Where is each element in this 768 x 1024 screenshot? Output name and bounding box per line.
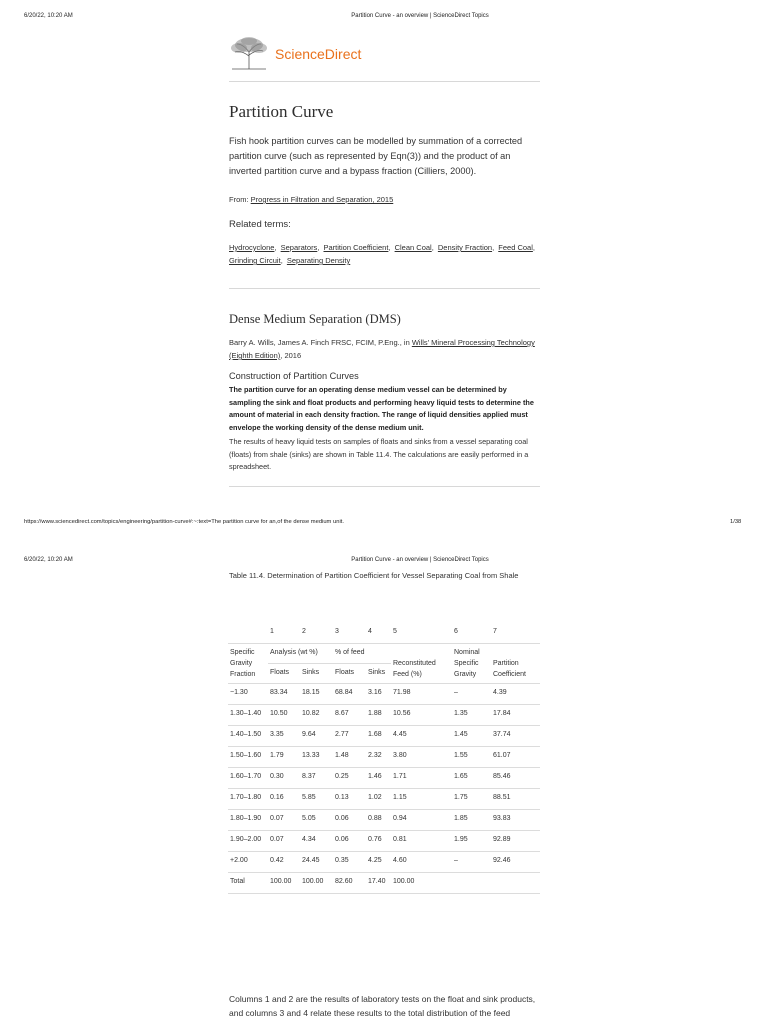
related-term-link[interactable]: Separators [280, 243, 318, 252]
table-cell: 18.15 [300, 684, 333, 705]
related-term-link[interactable]: Partition Coefficient [323, 243, 389, 252]
table-cell: 2.77 [333, 726, 366, 747]
table-cell: 24.45 [300, 852, 333, 873]
page-title: Partition Curve [229, 102, 334, 121]
table-cell: 4.25 [366, 852, 391, 873]
header-floats: Floats [333, 664, 366, 684]
row-sg-fraction: +2.00 [228, 852, 268, 873]
table-cell: 1.85 [452, 810, 491, 831]
col-number: 5 [391, 622, 452, 644]
table-cell: 0.35 [333, 852, 366, 873]
table-cell: 1.46 [366, 768, 391, 789]
table-cell: 88.51 [491, 789, 540, 810]
related-terms-list [229, 241, 539, 267]
table-cell: 8.37 [300, 768, 333, 789]
table-cell: 83.34 [268, 684, 300, 705]
row-sg-fraction: 1.70–1.80 [228, 789, 268, 810]
table-header-row [228, 644, 540, 664]
table-cell: 0.94 [391, 810, 452, 831]
snippet-divider [229, 486, 540, 487]
table-row [228, 768, 540, 789]
table-cell: 1.65 [452, 768, 491, 789]
table-cell: 1.71 [391, 768, 452, 789]
table-row [228, 789, 540, 810]
table-row [228, 810, 540, 831]
related-term-link[interactable]: Hydrocyclone [229, 243, 275, 252]
table-cell: 1.45 [452, 726, 491, 747]
table-cell: 61.07 [491, 747, 540, 768]
related-term-link[interactable]: Density Fraction [437, 243, 493, 252]
table-row [228, 684, 540, 705]
table-cell: 100.00 [300, 873, 333, 894]
table-row [228, 852, 540, 873]
row-sg-fraction: 1.30–1.40 [228, 705, 268, 726]
authors-text: Barry A. Wills, James A. Finch FRSC, FCIM, P.Eng., in [229, 338, 412, 347]
col-number: 3 [333, 622, 366, 644]
related-term-link[interactable]: Grinding Circuit [229, 256, 281, 265]
table-cell: 1.48 [333, 747, 366, 768]
table-cell [491, 873, 540, 894]
term-separator: , [280, 256, 283, 265]
row-sg-fraction: 1.50–1.60 [228, 747, 268, 768]
table-cell: 0.30 [268, 768, 300, 789]
chapter-authors [229, 336, 539, 362]
table-cell: 17.40 [366, 873, 391, 894]
table-cell: 0.06 [333, 831, 366, 852]
table-body [228, 684, 540, 894]
table-cell: 0.07 [268, 831, 300, 852]
table-cell: 1.95 [452, 831, 491, 852]
source-link[interactable]: Progress in Filtration and Separation, 2015 [250, 195, 394, 204]
table-cell: 1.15 [391, 789, 452, 810]
table-cell: 92.46 [491, 852, 540, 873]
col-number: 2 [300, 622, 333, 644]
term-separator: , [388, 243, 391, 252]
print-timestamp-2: 6/20/22, 10:20 AM [24, 557, 73, 563]
table-cell: 0.42 [268, 852, 300, 873]
table-cell: 93.83 [491, 810, 540, 831]
table-cell: 5.05 [300, 810, 333, 831]
table-cell: 10.82 [300, 705, 333, 726]
partition-table [228, 622, 540, 894]
table-cell: 4.39 [491, 684, 540, 705]
term-separator: , [317, 243, 320, 252]
subsection-title: Construction of Partition Curves [229, 371, 359, 381]
header-sinks: Sinks [366, 664, 391, 684]
col-number: 6 [452, 622, 491, 644]
highlighted-paragraph: The partition curve for an operating dense medium vessel can be determined by sampling the sink and float products and performing heavy liquid tests to determine the amount of material in each density fraction. The range of liquid densities applied must envelope the working density of the dense medium unit. [229, 385, 534, 432]
col-number: 4 [366, 622, 391, 644]
table-cell: 100.00 [268, 873, 300, 894]
header-divider [229, 81, 540, 82]
table-cell: 3.35 [268, 726, 300, 747]
table-cell: 68.84 [333, 684, 366, 705]
row-sg-fraction: Total [228, 873, 268, 894]
table-cell: 100.00 [391, 873, 452, 894]
related-term-link[interactable]: Clean Coal [394, 243, 432, 252]
header-sinks: Sinks [300, 664, 333, 684]
table-cell: 71.98 [391, 684, 452, 705]
table-cell: 9.64 [300, 726, 333, 747]
body-paragraph: The results of heavy liquid tests on samples of floats and sinks from a vessel separating coal (floats) from shale (sinks) are shown in Table 11.4. The calculations are easily performed in a spreadsheet. [229, 437, 529, 472]
header-floats: Floats [268, 664, 300, 684]
header-reconstituted: Reconstituted Feed (%) [391, 644, 452, 684]
table-column-numbers [228, 622, 540, 644]
table-caption: Table 11.4. Determination of Partition Coefficient for Vessel Separating Coal from Shale [229, 571, 519, 580]
print-timestamp: 6/20/22, 10:20 AM [24, 13, 73, 19]
brand-name: ScienceDirect [275, 46, 362, 62]
table-explanation: Columns 1 and 2 are the results of laboratory tests on the float and sink products, and columns 3 and 4 relate these results to the total distribution of the feed [229, 994, 536, 1018]
row-sg-fraction: 1.90–2.00 [228, 831, 268, 852]
related-term-link[interactable]: Separating Density [286, 256, 351, 265]
term-separator: , [492, 243, 495, 252]
print-url: https://www.sciencedirect.com/topics/engineering/partition-curve#:~:text=The partition curve for an,of the dense medium unit. [24, 519, 344, 525]
table-cell: 1.75 [452, 789, 491, 810]
table-cell: 10.50 [268, 705, 300, 726]
table-cell: 2.32 [366, 747, 391, 768]
row-sg-fraction: 1.80–1.90 [228, 810, 268, 831]
print-doc-title-2: Partition Curve - an overview | ScienceDirect Topics [351, 557, 489, 563]
table-cell: 5.85 [300, 789, 333, 810]
table-cell: 0.81 [391, 831, 452, 852]
col-number: 7 [491, 622, 540, 644]
table-cell [452, 873, 491, 894]
table-cell: 0.06 [333, 810, 366, 831]
table-cell: 17.84 [491, 705, 540, 726]
year-text: , 2016 [280, 351, 302, 360]
print-doc-title: Partition Curve - an overview | ScienceDirect Topics [351, 13, 489, 19]
table-row [228, 726, 540, 747]
table-cell: 10.56 [391, 705, 452, 726]
table-cell: – [452, 852, 491, 873]
table-row [228, 831, 540, 852]
header-sg-fraction: Specific Gravity Fraction [228, 644, 268, 684]
table-row [228, 747, 540, 768]
header-nominal: Nominal Specific Gravity [452, 644, 491, 684]
table-cell: 13.33 [300, 747, 333, 768]
elsevier-tree-icon [229, 36, 269, 70]
term-separator: , [431, 243, 434, 252]
header-pct-feed: % of feed [333, 644, 391, 664]
table-cell: 0.88 [366, 810, 391, 831]
row-sg-fraction: 1.40–1.50 [228, 726, 268, 747]
table-cell: 1.35 [452, 705, 491, 726]
header-analysis: Analysis (wt %) [268, 644, 333, 664]
row-sg-fraction: 1.60–1.70 [228, 768, 268, 789]
table-cell: 0.13 [333, 789, 366, 810]
section-title: Dense Medium Separation (DMS) [229, 312, 401, 326]
section-divider [229, 288, 540, 289]
table-cell: 4.45 [391, 726, 452, 747]
header-partition: Partition Coefficient [491, 644, 540, 684]
table-cell: 85.46 [491, 768, 540, 789]
print-page-number: 1/38 [730, 519, 742, 525]
table-row [228, 705, 540, 726]
table-cell: 0.25 [333, 768, 366, 789]
related-term-link[interactable]: Feed Coal [498, 243, 533, 252]
table-cell: 0.76 [366, 831, 391, 852]
table-cell: 1.88 [366, 705, 391, 726]
table-cell: 92.89 [491, 831, 540, 852]
table-cell: 1.02 [366, 789, 391, 810]
table-cell: 3.16 [366, 684, 391, 705]
table-cell: 1.55 [452, 747, 491, 768]
table-cell: 4.34 [300, 831, 333, 852]
related-terms-heading: Related terms: [229, 219, 291, 230]
table-cell: 1.68 [366, 726, 391, 747]
table-cell: 3.80 [391, 747, 452, 768]
topic-abstract: Fish hook partition curves can be modelled by summation of a corrected partition curve (such as represented by Eqn(3)) and the product of an inverted partition curve and a bypass fraction (Cilliers, 2000). [229, 136, 523, 176]
table-cell: 0.07 [268, 810, 300, 831]
book-link[interactable]: Wills' Mineral Processing Technology (Eighth Edition) [229, 338, 535, 360]
table-cell: 37.74 [491, 726, 540, 747]
term-separator: , [274, 243, 277, 252]
row-sg-fraction: −1.30 [228, 684, 268, 705]
source-label: From: [229, 195, 251, 204]
table-cell: – [452, 684, 491, 705]
table-row [228, 873, 540, 894]
table-cell: 1.79 [268, 747, 300, 768]
sciencedirect-logo[interactable] [229, 36, 362, 72]
table-cell: 8.67 [333, 705, 366, 726]
table-cell: 4.60 [391, 852, 452, 873]
source-line [229, 195, 393, 204]
term-separator: , [532, 243, 535, 252]
table-cell: 0.16 [268, 789, 300, 810]
col-number: 1 [268, 622, 300, 644]
table-cell: 82.60 [333, 873, 366, 894]
